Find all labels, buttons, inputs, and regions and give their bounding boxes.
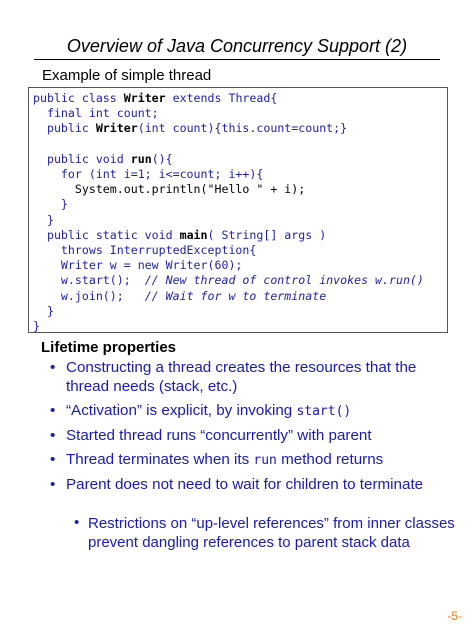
bullet-text: “Activation” is explicit, by invoking (66, 402, 297, 419)
inline-code: start() (296, 404, 352, 419)
code-token: public void (33, 151, 131, 166)
code-comment: // New thread of control invokes w.run() (144, 273, 424, 288)
code-line: Writer w = new Writer(60); (33, 258, 243, 273)
inline-code: run (253, 453, 277, 468)
title-underline (34, 59, 440, 60)
code-token: w.join(); (33, 288, 145, 303)
bullet-text: Constructing a thread creates the resources that the thread needs (stack, etc.) (66, 359, 417, 395)
code-token: ( String[] args ) (207, 227, 327, 242)
code-token: extends Thread{ (165, 91, 278, 105)
code-line: } (33, 212, 54, 227)
list-item (36, 475, 456, 494)
code-line: for (int i=1; i<=count; i++){ (33, 167, 264, 182)
lifetime-heading: Lifetime properties (41, 339, 177, 356)
code-token: run (130, 151, 152, 166)
lifetime-bullet-list (36, 358, 456, 499)
bullet-text: Parent does not need to wait for children to terminate (66, 476, 424, 493)
code-listing (33, 91, 424, 334)
bullet-dot-icon: • (50, 476, 56, 493)
code-line: System.out.println("Hello " + i); (33, 182, 306, 197)
list-item (36, 450, 456, 470)
list-item (36, 358, 456, 396)
code-token: Writer (123, 91, 166, 105)
list-item (36, 401, 456, 421)
code-comment: // Wait for w to terminate (144, 288, 327, 303)
bullet-dot-icon: • (50, 402, 56, 419)
section-subtitle: Example of simple thread (42, 67, 212, 84)
code-token: Writer (95, 121, 138, 136)
sub-bullet-text: Restrictions on “up-level references” from inner classes prevent dangling references to parent stack data (88, 515, 455, 551)
sub-bullet-dot-icon: • (74, 514, 80, 531)
code-line: final int count; (33, 106, 159, 121)
code-line: } (33, 319, 40, 334)
code-token: public (33, 121, 96, 136)
list-item (36, 426, 456, 445)
code-token: (){ (151, 151, 173, 166)
bullet-dot-icon: • (50, 451, 56, 468)
bullet-dot-icon: • (50, 427, 56, 444)
code-line: } (33, 197, 68, 212)
page-number: -5- (447, 609, 462, 623)
code-line: throws InterruptedException{ (33, 243, 257, 258)
code-token: w.start(); (33, 273, 145, 288)
code-token: (int count){this.count=count;} (137, 121, 348, 136)
slide-title: Overview of Java Concurrency Support (2) (66, 36, 408, 56)
sub-bullet (74, 514, 458, 552)
code-line: } (33, 303, 54, 318)
bullet-text: Thread terminates when its (66, 451, 254, 468)
bullet-text: method returns (276, 451, 384, 468)
code-token: main (179, 227, 208, 242)
code-token: public class (33, 91, 124, 105)
code-token: public static void (33, 227, 180, 242)
bullet-dot-icon: • (50, 359, 56, 376)
bullet-text: Started thread runs “concurrently” with parent (66, 427, 372, 444)
